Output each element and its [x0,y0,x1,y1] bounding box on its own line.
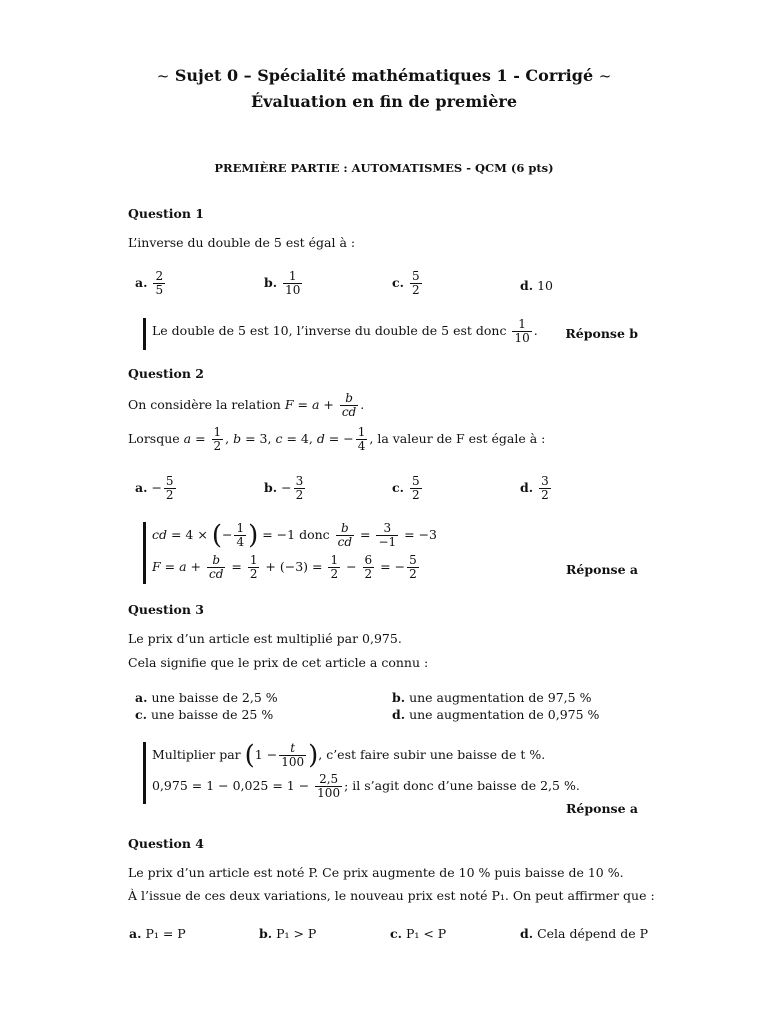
fraction [512,318,531,345]
choice-label: c. [135,707,147,722]
q2-solution-line-2: F = a + $\frac{b}{cd}$ = $\frac{1}{2}$ + (−3) = $\frac{1}{2}$ − $\frac{6}{2}$ = − $\frac{5}{2}$ [152,553,417,581]
q1-choice-d [520,278,553,293]
choice-label: a. [135,480,148,495]
q4-line-1: Le prix d’un article est noté P. Ce prix augmente de 10 % puis baisse de 10 %. [128,865,624,880]
solution-text: Le double de 5 est 10, l’inverse du double de 5 est donc [152,323,507,338]
q3-answer: Réponse a [566,801,638,816]
choice-label: a. [135,275,148,290]
q2-condition: Lorsque a = $\frac{1}{2}$ , b = 3, c = 4, d = − $\frac{1}{4}$ , la valeur de F est égale à : [128,425,546,453]
choice-text: P₁ = P [145,926,186,941]
choice-label: d. [520,480,534,495]
choice-label: b. [264,480,278,495]
numerator: 2 [155,269,164,283]
choice-label: b. [259,926,273,941]
flourish-right-icon: ~ [598,67,612,85]
solution-bar [143,742,146,804]
numerator: 5 [165,474,174,488]
q4-choice-d [520,926,648,941]
choice-label: c. [392,275,404,290]
solution-text: , c’est faire subir une baisse de t %. [318,747,546,762]
q2-solution-line-1: cd = 4 × (− $\frac{1}{4}$ ) = −1 donc $\frac{b}{cd}$ = $\frac{3}{-1}$ = −3 [152,520,438,551]
question-1-heading: Question 1 [128,206,204,221]
q3-line-1: Le prix d’un article est multiplié par 0,975. [128,631,402,646]
q4-choice-a [129,926,186,941]
page-title [0,66,768,85]
numerator: 1 [288,269,297,283]
q3-choice-d [392,707,599,722]
choice-text: 10 [537,278,553,293]
choice-text: P₁ < P [405,926,447,941]
choice-text: une augmentation de 0,975 % [409,707,600,722]
choice-text: une baisse de 25 % [150,707,274,722]
fraction [283,270,302,297]
denominator: 10 [514,331,530,345]
choice-label: d. [392,707,406,722]
question-3-heading: Question 3 [128,602,204,617]
fraction: $\frac{b}{cd}$ [341,391,357,419]
numerator: 1 [518,317,526,331]
choice-text: Cela dépend de P [537,926,649,941]
denominator: 2 [165,488,174,502]
solution-text: Multiplier par [152,747,241,762]
denominator: 5 [155,283,164,297]
page-subtitle: Évaluation en fin de première [250,92,518,111]
sign: − [151,480,162,495]
q3-line-2: Cela signifie que le prix de cet article a connu : [128,655,429,670]
choice-label: a. [135,690,148,705]
solution-bar [143,318,146,350]
q2-choice-c [392,475,424,502]
q4-choice-b [259,926,316,941]
q2-choice-b [264,475,307,502]
choice-text: P₁ > P [276,926,317,941]
numerator: 5 [411,269,420,283]
relation-text: On considère la relation [128,397,281,412]
denominator: 2 [541,488,549,502]
fraction [153,270,165,297]
question-4-heading: Question 4 [128,836,204,851]
q2-answer: Réponse a [566,562,638,577]
choice-text: une baisse de 2,5 % [151,690,278,705]
numerator: 3 [295,474,304,488]
choice-label: d. [520,926,534,941]
title-line-1: Sujet 0 – Spécialité mathématiques 1 - Corrigé [174,66,594,85]
choice-text: une augmentation de 97,5 % [409,690,592,705]
question-1-statement: L’inverse du double de 5 est égal à : [128,235,356,250]
fraction: $\frac{1}{4}$ [357,425,366,453]
solution-text: 0,975 = 1 − 0,025 = 1 − [152,778,310,793]
sign: − [281,480,292,495]
choice-label: d. [520,278,534,293]
fraction [539,475,551,502]
choice-label: b. [392,690,406,705]
q2-relation: On considère la relation F = a + $\frac{b}{cd}$ . [128,391,365,419]
q2-choice-d [520,475,553,502]
fraction [164,475,176,502]
when-text: Lorsque [128,431,180,446]
q1-choice-b [264,270,304,297]
fraction [410,270,422,297]
choice-label: b. [264,275,278,290]
q1-solution: Le double de 5 est 10, l’inverse du double de 5 est donc $\frac{1}{10}$ . [152,317,538,345]
denominator: 2 [411,488,420,502]
fraction [410,475,422,502]
numerator: 5 [411,474,420,488]
flourish-left-icon: ~ [156,67,170,85]
q1-answer: Réponse b [565,326,638,341]
q3-choice-a [135,690,278,705]
denominator: 10 [285,283,301,297]
q1-choice-a [135,270,167,297]
question-2-heading: Question 2 [128,366,204,381]
q4-line-2: À l’issue de ces deux variations, le nouveau prix est noté P₁. On peut affirmer que : [128,888,655,903]
q3-choice-c [135,707,273,722]
solution-bar [143,522,146,584]
q3-solution-line-1: Multiplier par (1 − $\frac{t}{100}$ ), c’est faire subir une baisse de t %. [152,740,546,771]
q4-choice-c [390,926,446,941]
q1-choice-c [392,270,424,297]
denominator: 2 [411,283,420,297]
choice-label: c. [390,926,402,941]
choice-label: c. [392,480,404,495]
fraction: $\frac{1}{2}$ [213,425,222,453]
numerator: 3 [541,474,549,488]
q3-solution-line-2: 0,975 = 1 − 0,025 = 1 − $\frac{2,5}{100}$ ; il s’agit donc d’une baisse de 2,5 %. [152,772,580,800]
then-text: , la valeur de F est égale à : [369,431,546,446]
solution-text: ; il s’agit donc d’une baisse de 2,5 %. [344,778,580,793]
part-title: PREMIÈRE PARTIE : AUTOMATISMES - QCM (6 pts) [214,161,554,175]
choice-label: a. [129,926,142,941]
q3-choice-b [392,690,591,705]
denominator: 2 [295,488,304,502]
fraction [294,475,306,502]
q2-choice-a [135,475,178,502]
